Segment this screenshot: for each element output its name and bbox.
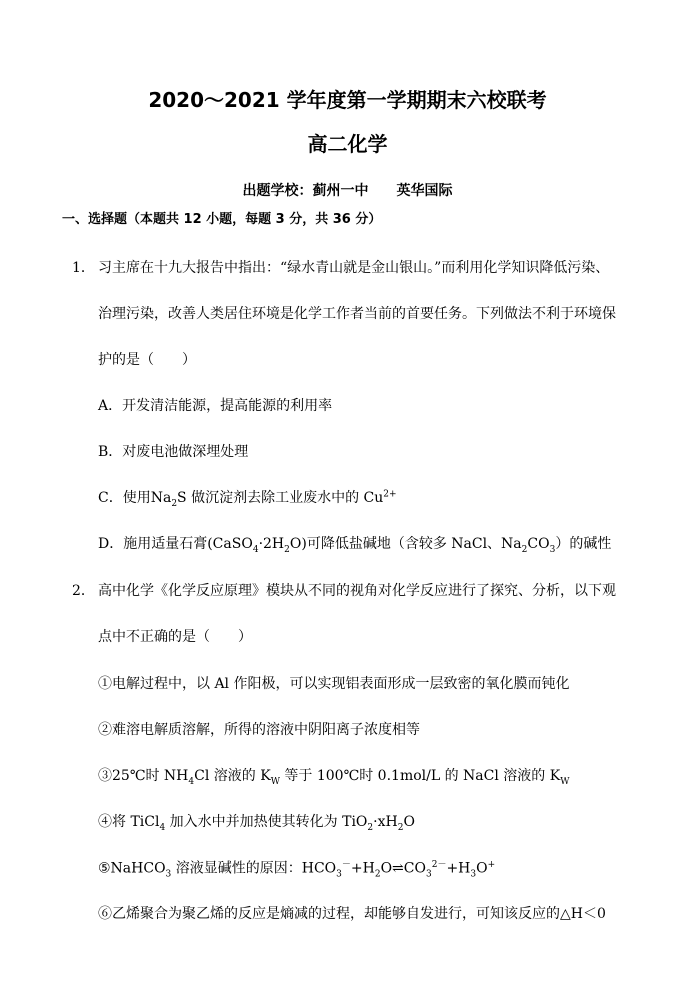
q2-statement-5 xyxy=(98,857,495,879)
q1-number: 1． xyxy=(72,260,95,276)
q1d-sub3: 2 xyxy=(521,544,528,555)
s5-d: O⇌CO xyxy=(380,860,426,877)
q2-line1 xyxy=(72,580,616,600)
q1c-mid: S 做沉淀剂去除工业废水中的 Cu xyxy=(177,490,384,506)
s3-a: ③25℃时 NH xyxy=(98,768,189,784)
q1-line3: 护的是（ ） xyxy=(98,352,196,368)
s3-c: 等于 100℃时 0.1mol/L 的 NaCl 溶液的 K xyxy=(279,768,561,784)
section-heading: 一、选择题（本题共 12 小题，每题 3 分，共 36 分） xyxy=(62,212,382,227)
s3-b: Cl 溶液的 K xyxy=(194,768,271,784)
s5-sup3: + xyxy=(487,860,496,870)
q2-statement-4 xyxy=(98,811,415,833)
q1c-pre: C．使用Na xyxy=(98,490,172,506)
q1-line2: 治理污染，改善人类居住环境是化学工作者当前的首要任务。下列做法不利于环境保 xyxy=(98,306,616,322)
schools-second: 英华国际 xyxy=(396,183,453,199)
q2-text1: 高中化学《化学反应原理》模块从不同的视角对化学反应进行了探究、分析，以下观 xyxy=(98,583,616,599)
q2-number: 2． xyxy=(72,583,95,599)
q1-option-c xyxy=(98,487,397,509)
s5-sup2: 2－ xyxy=(431,860,447,870)
q1-option-d xyxy=(98,533,611,555)
q1-line1 xyxy=(72,257,609,277)
s5-sub3: 2 xyxy=(374,869,381,880)
q1-option-b: B．对废电池做深埋处理 xyxy=(98,444,249,460)
schools-label: 出题学校：蓟州一中 xyxy=(242,183,369,199)
q2-line2: 点中不正确的是（ ） xyxy=(98,629,252,645)
s5-a: ⑤NaHCO xyxy=(98,860,166,877)
s4-sub3: 2 xyxy=(397,822,404,833)
s3-sub3: W xyxy=(560,776,570,787)
q1d-mid3: CO xyxy=(527,536,550,552)
q1c-sub: 2 xyxy=(171,498,178,509)
subject-title: 高二化学 xyxy=(307,132,388,156)
q1c-sup: 2+ xyxy=(383,489,397,500)
s5-f: O xyxy=(476,860,488,877)
exam-title: 2020～2021 学年度第一学期期末六校联考 xyxy=(148,88,547,112)
s5-c: +H xyxy=(350,860,375,877)
s5-sub1: 3 xyxy=(165,869,172,880)
q1d-sub1: 4 xyxy=(252,544,259,555)
q2-statement-1: ①电解过程中，以 Al 作阳极，可以实现铝表面形成一层致密的氧化膜而钝化 xyxy=(98,676,570,692)
q1d-end: ）的碱性 xyxy=(555,536,612,552)
q1d-mid2: O)可降低盐碱地（含较多 NaCl、Na xyxy=(289,536,522,552)
s4-b: 加入水中并加热使其转化为 TiO xyxy=(165,814,368,830)
q1-option-a: A．开发清洁能源，提高能源的利用率 xyxy=(98,398,333,414)
q1d-sub4: 3 xyxy=(549,544,556,555)
schools-line xyxy=(0,180,695,200)
s4-sub2: 2 xyxy=(367,822,374,833)
q2-statement-3 xyxy=(98,765,569,787)
s4-d: O xyxy=(403,814,415,830)
s5-sub4: 3 xyxy=(425,869,432,880)
q1d-pre: D．施用适量石膏(CaSO xyxy=(98,536,253,552)
s5-sup1: － xyxy=(341,860,351,870)
s5-sub5: 3 xyxy=(470,869,477,880)
s5-sub2: 3 xyxy=(336,869,342,880)
s4-a: ④将 TiCl xyxy=(98,814,160,830)
s5-b: 溶液显碱性的原因：HCO xyxy=(171,860,337,877)
q1d-mid1: ·2H xyxy=(258,536,285,552)
q1d-sub2: 2 xyxy=(284,544,290,555)
s3-sub1: 4 xyxy=(188,776,195,787)
s4-sub1: 4 xyxy=(159,822,166,833)
q2-statement-2: ②难溶电解质溶解，所得的溶液中阴阳离子浓度相等 xyxy=(98,722,420,738)
q1-text1: 习主席在十九大报告中指出：“绿水青山就是金山银山。”而利用化学知识降低污染、 xyxy=(98,260,610,276)
s4-c: ·xH xyxy=(373,814,398,830)
q2-statement-6: ⑥乙烯聚合为聚乙烯的反应是熵减的过程，却能够自发进行，可知该反应的△H＜0 xyxy=(98,906,606,922)
s5-e: +H xyxy=(446,860,471,877)
s3-sub2: W xyxy=(270,776,280,787)
